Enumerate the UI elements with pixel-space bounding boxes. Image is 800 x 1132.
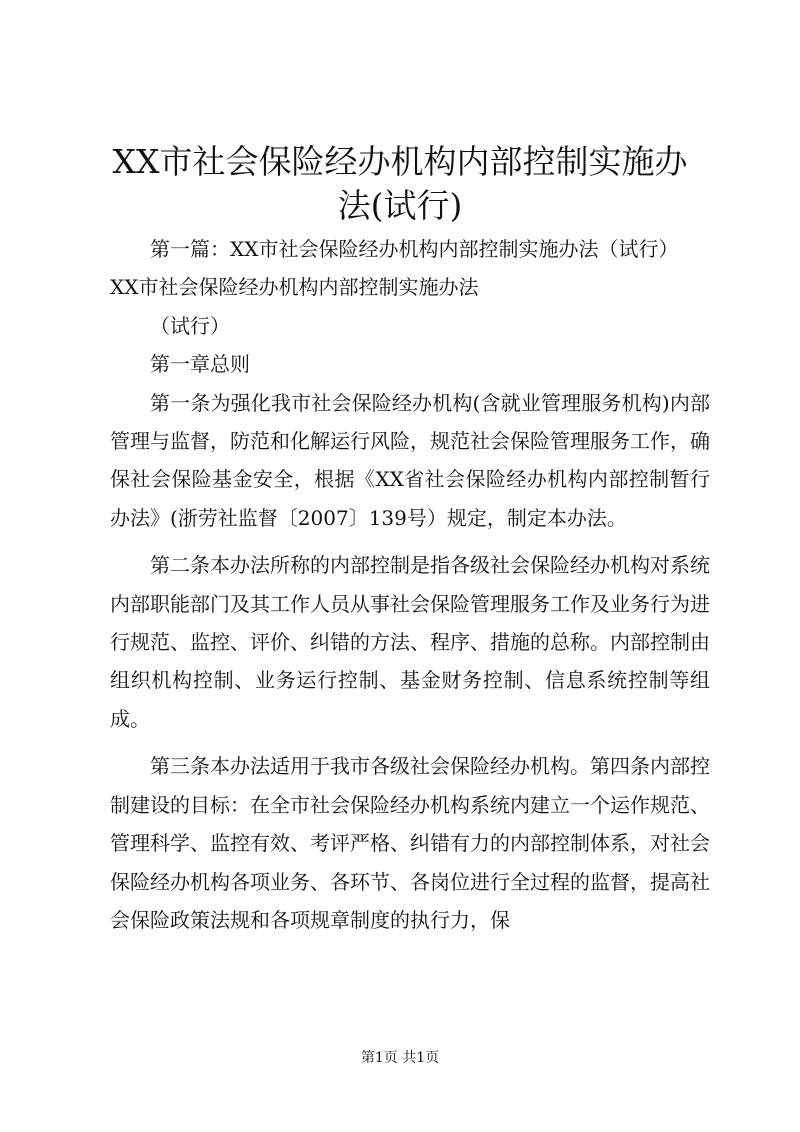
- paragraph-article-2: 第二条本办法所称的内部控制是指各级社会保险经办机构对系统内部职能部门及其工作人员从事社会保险管理服务工作及业务行为进行规范、监控、评价、纠错的方法、程序、措施的总称。内部控制由组织机构控制、业务运行控制、基金财务控制、信息系统控制等组成。: [110, 553, 710, 731]
- paragraph-article-3-4: 第三条本办法适用于我市各级社会保险经办机构。第四条内部控制建设的目标：在全市社会保险经办机构系统内建立一个运作规范、管理科学、监控有效、考评严格、纠错有力的内部控制体系，对社会保险经办机构各项业务、各环节、各岗位进行全过程的监督，提高社会保险政策法规和各项规章制度的执行力，保: [110, 754, 710, 932]
- paragraph-part-heading: 第一篇：XX市社会保险经办机构内部控制实施办法（试行）: [150, 237, 679, 261]
- paragraph-chapter-heading: 第一章总则: [150, 352, 250, 377]
- paragraph-article-1: 第一条为强化我市社会保险经办机构(含就业管理服务机构)内部管理与监督，防范和化解运行风险，规范社会保险管理服务工作，确保社会保险基金安全，根据《XX省社会保险经办机构内部控制暂行办法》(浙劳社监督〔2007〕139号）规定，制定本办法。: [110, 390, 710, 530]
- paragraph-trial-note: （试行）: [150, 313, 230, 338]
- document-body: [110, 230, 710, 939]
- page-footer: 第1页 共1页: [360, 1050, 440, 1066]
- document-title: XX市社会保险经办机构内部控制实施办法(试行): [112, 142, 688, 225]
- paragraph-doc-name: XX市社会保险经办机构内部控制实施办法: [110, 275, 479, 300]
